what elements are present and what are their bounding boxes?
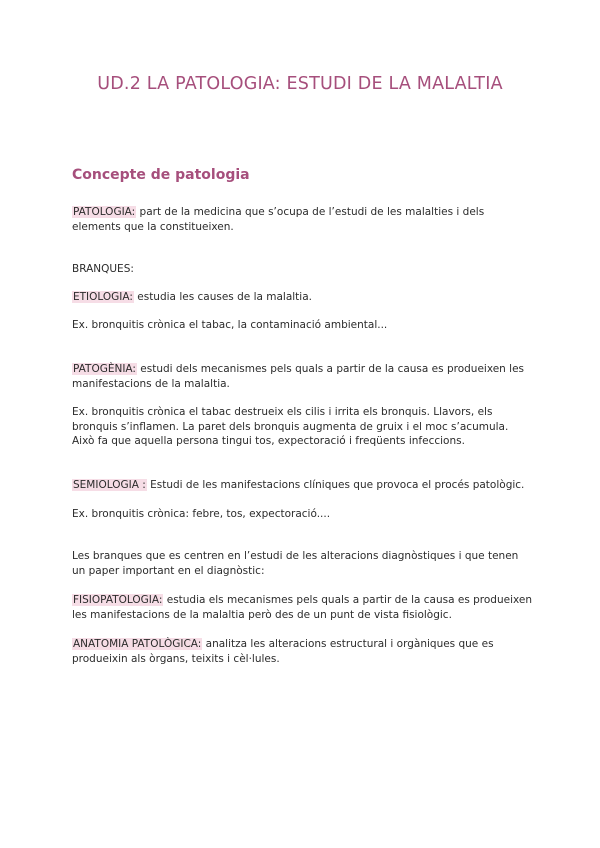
term-highlight: FISIOPATOLOGIA: xyxy=(73,594,163,606)
term-highlight: ETIOLOGIA: xyxy=(73,291,133,303)
definition-anatomia-patologica xyxy=(72,637,532,666)
definition-text: part de la medicina que s’ocupa de l’estudi de les malalties i dels elements que la constitueixen. xyxy=(72,206,485,233)
definition-semiologia xyxy=(72,478,532,493)
branques-text: BRANQUES: xyxy=(72,263,134,275)
example-text: Ex. bronquitis crònica: febre, tos, expectoració.... xyxy=(72,508,331,520)
definition-text: estudi dels mecanismes pels quals a partir de la causa es produeixen les manifestacions de la malaltia. xyxy=(72,363,525,390)
definition-patogenia xyxy=(72,362,532,391)
definition-patologia xyxy=(72,205,532,234)
definition-text: estudia les causes de la malaltia. xyxy=(133,291,312,303)
example-text: Ex. bronquitis crònica el tabac, la contaminació ambiental... xyxy=(72,319,388,331)
branques-label xyxy=(72,262,532,277)
example-semiologia xyxy=(72,507,532,522)
term-highlight: PATOLOGIA: xyxy=(73,206,136,218)
term-highlight: ANATOMIA PATOLÒGICA: xyxy=(73,638,202,650)
term-highlight: PATOGÈNIA: xyxy=(73,363,136,375)
intro-text: Les branques que es centren en l’estudi de les alteracions diagnòstiques i que tenen un paper important en el diagnòstic: xyxy=(72,550,519,577)
definition-text: analitza les alteracions estructural i orgàniques que es produeixin als òrgans, teixits i cèl·lules. xyxy=(72,638,494,665)
section-heading: Concepte de patologia xyxy=(72,167,250,183)
term-highlight: SEMIOLOGIA : xyxy=(73,479,146,491)
example-etiologia xyxy=(72,318,532,333)
definition-etiologia xyxy=(72,290,532,305)
definition-text: Estudi de les manifestacions clíniques que provoca el procés patològic. xyxy=(146,479,525,491)
example-text: Ex. bronquitis crònica el tabac destrueix els cilis i irrita els bronquis. Llavors, els bronquis s’inflamen. La paret dels bronquis augmenta de gruix i el moc s’acumula. Això fa que aquella persona tingui tos, expectoració i freqüents infeccions. xyxy=(72,406,509,447)
definition-fisiopatologia xyxy=(72,593,532,622)
example-patogenia xyxy=(72,405,532,449)
document-title: UD.2 LA PATOLOGIA: ESTUDI DE LA MALALTIA xyxy=(97,74,503,94)
definition-text: estudia els mecanismes pels quals a partir de la causa es produeixen les manifestacions de la malaltia però des de un punt de vista fisiològic. xyxy=(72,594,533,621)
diagnostic-branches-intro xyxy=(72,549,532,578)
